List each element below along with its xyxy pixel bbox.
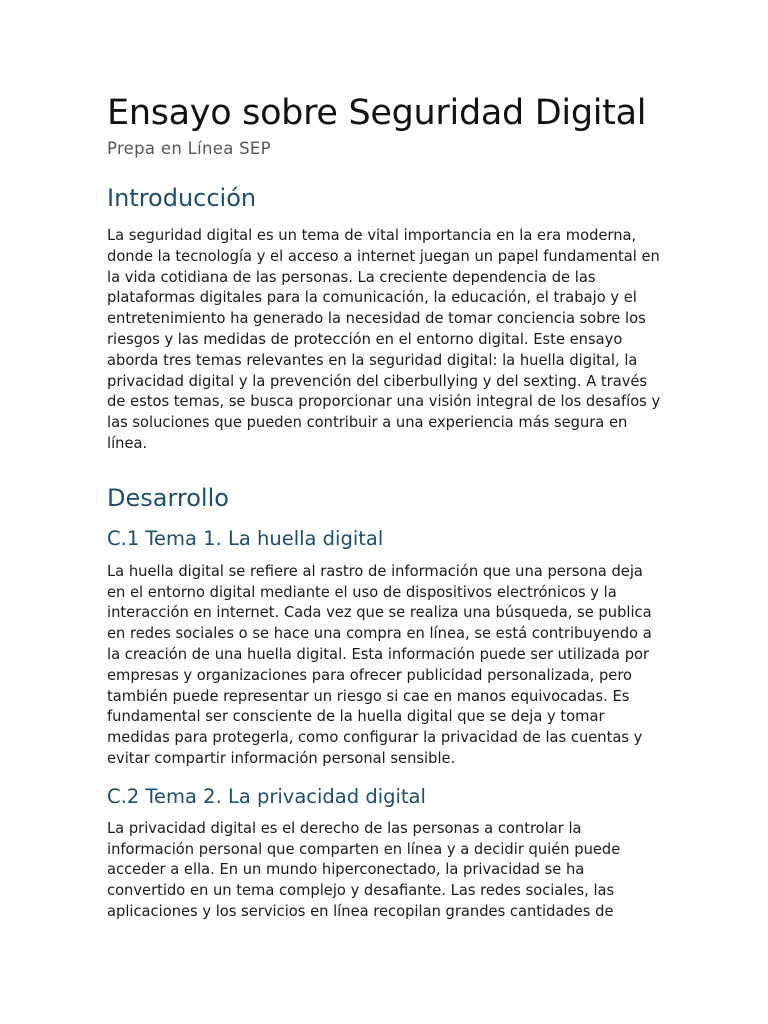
document-title: Ensayo sobre Seguridad Digital: [107, 93, 647, 133]
section-heading-desarrollo: Desarrollo: [107, 483, 229, 512]
section-heading-introduccion: Introducción: [107, 184, 257, 212]
document-page: [107, 90, 663, 923]
document-subtitle: Prepa en Línea SEP: [107, 139, 271, 158]
paragraph-introduccion: La seguridad digital es un tema de vital importancia en la era moderna, donde la tecnología y el acceso a internet juegan un papel fundamental en la vida cotidiana de las personas. La creciente dependencia de las plataformas digitales para la comunicación, la educación, el trabajo y el entretenimiento ha generado la necesidad de tomar conciencia sobre los riesgos y las medidas de protección en el entorno digital. Este ensayo aborda tres temas relevantes en la seguridad digital: la huella digital, la privacidad digital y la prevención del ciberbullying y del sexting. A través de estos temas, se busca proporcionar una visión integral de los desafíos y las soluciones que pueden contribuir a una experiencia más segura en línea.: [107, 227, 661, 452]
paragraph-tema1: La huella digital se refiere al rastro de información que una persona deja en el entorno digital mediante el uso de dispositivos electrónicos y la interacción en internet. Cada vez que se realiza una búsqueda, se publica en redes sociales o se hace una compra en línea, se está contribuyendo a la creación de una huella digital. Esta información puede ser utilizada por empresas y organizaciones para ofrecer publicidad personalizada, pero también puede representar un riesgo si cae en manos equivocadas. Es fundamental ser consciente de la huella digital que se deja y tomar medidas para protegerla, como configurar la privacidad de las cuentas y evitar compartir información personal sensible.: [107, 562, 652, 767]
subsection-heading-tema2: C.2 Tema 2. La privacidad digital: [107, 784, 426, 808]
paragraph-tema2: La privacidad digital es el derecho de las personas a controlar la información personal que comparten en línea y a decidir quién puede acceder a ella. En un mundo hiperconectado, la privacidad se ha convertido en un tema complejo y desafiante. Las redes sociales, las aplicaciones y los servicios en línea recopilan grandes cantidades de: [107, 819, 621, 920]
subsection-heading-tema1: C.1 Tema 1. La huella digital: [107, 526, 384, 550]
